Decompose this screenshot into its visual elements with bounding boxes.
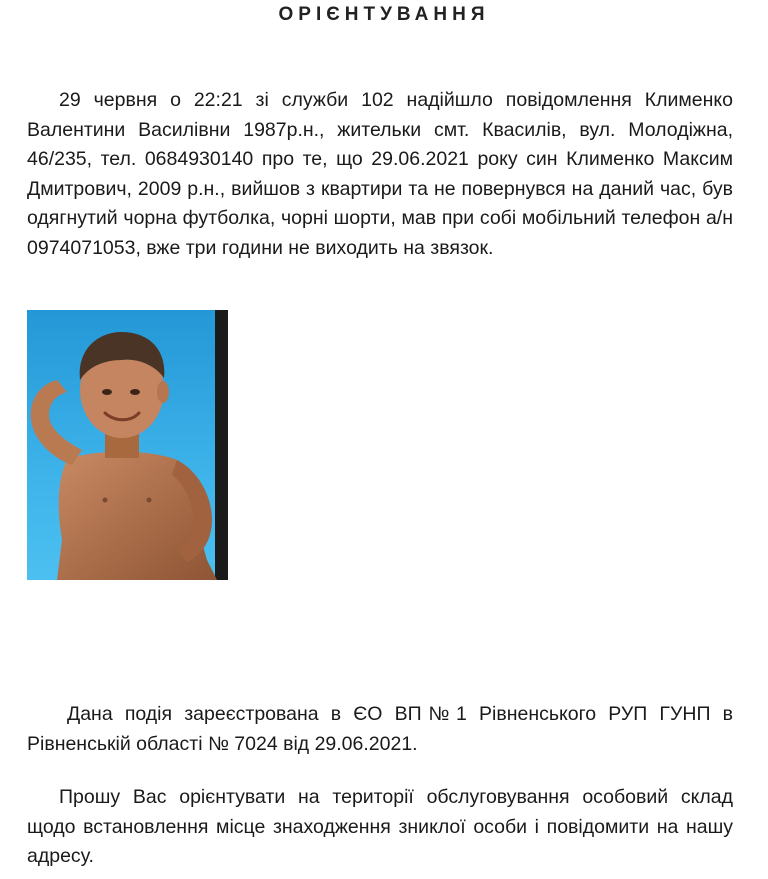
missing-person-photo [27,310,228,580]
request-paragraph: Прошу Вас орієнтувати на території обслуговування особовий склад щодо встановлення місце знаходження зниклої особи і повідомити на нашу адресу. [27,786,733,867]
registration-paragraph: Дана подія зареєстрована в ЄО ВП№1 Рівненського РУП ГУНП в Рівненській області № 7024 від 29.06.2021. [27,703,733,755]
report-paragraph: 29 червня о 22:21 зі служби 102 надійшло повідомлення Клименко Валентини Василівни 1987р.н., жительки смт. Квасилів, вул. Молодіжна, 46/235, тел. 0684930140 про те, що 29.06.2021 року син Клименко Максим Дмитрович, 2009 р.н., вийшов з квартири та не повернувся на даний час, був одягнутий чорна футболка, чорні шорти, мав при собі мобільний телефон а/н 0974071053, вже три години не виходить на звязок. [27,89,733,259]
document-title: ОРІЄНТУВАННЯ [278,4,490,25]
